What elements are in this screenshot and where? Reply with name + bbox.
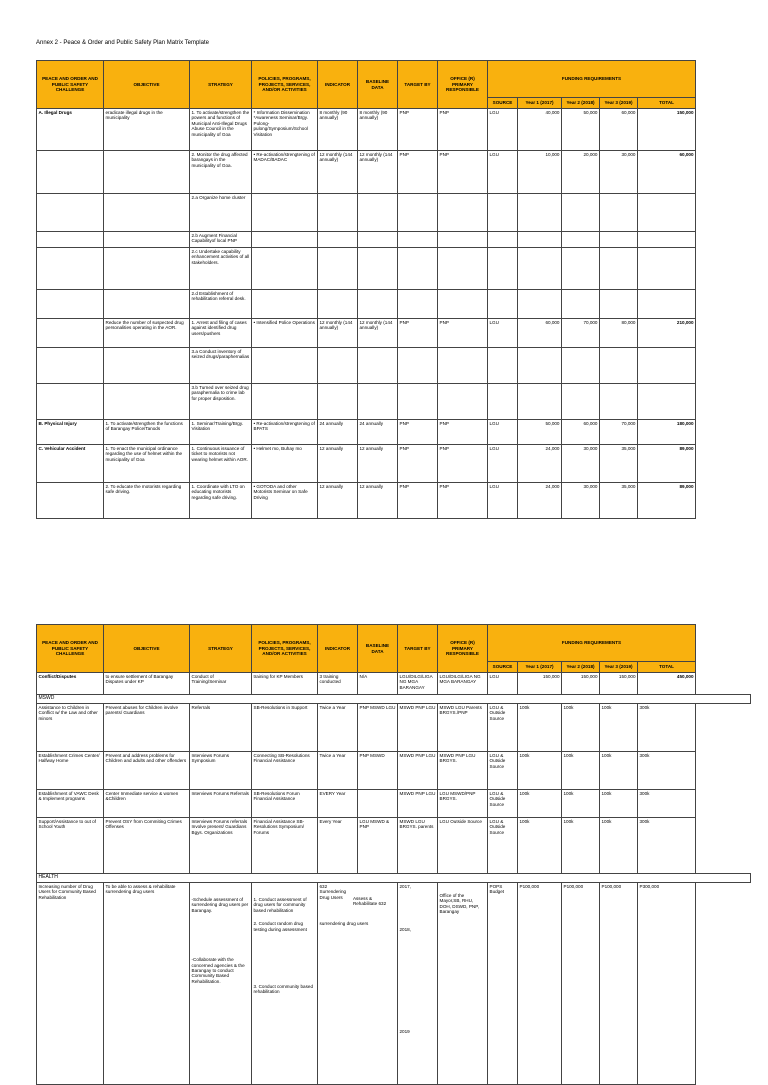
- strategy-cell: [190, 883, 252, 1085]
- source-cell: LGU & Outside Source: [488, 752, 518, 790]
- ppa-text: 3. Conduct community based rehabilitation: [253, 984, 313, 995]
- target-cell: PNP: [398, 319, 438, 348]
- year2-cell: 70,000: [562, 319, 600, 348]
- source-cell: LGU & Outside Source: [488, 790, 518, 818]
- year3-cell: 100k: [600, 790, 638, 818]
- plan-matrix-table-2: [36, 624, 751, 1085]
- objective-cell: Center Immediate service & women &Children: [104, 790, 190, 818]
- strategy-cell: 1. Coordinate with LTO on educating motorists regarding safe driving.: [190, 483, 252, 519]
- year2-cell: 100k: [562, 752, 600, 790]
- year3-cell: 35,000: [600, 483, 638, 519]
- header-challenge: PEACE AND ORDER AND PUBLIC SAFETY CHALLENGE: [37, 625, 104, 673]
- ppa-text: 1. Conduct assessment of drug users for community based rehabilitation: [253, 897, 307, 913]
- year3-cell: 100k: [600, 818, 638, 874]
- indicator-cell: 3 training conducted: [318, 673, 358, 695]
- header-office: OFFICE (R) PRIMARY RESPONSIBLE: [438, 625, 488, 673]
- target-cell: PNP: [398, 483, 438, 519]
- indicator-baseline-cell: [318, 883, 398, 1085]
- table-row: [37, 445, 696, 483]
- table-row: [37, 319, 696, 348]
- target-cell: [398, 883, 438, 1085]
- total-cell: 89,000: [638, 483, 696, 519]
- office-cell: PNP: [438, 319, 488, 348]
- total-cell: 210,000: [638, 319, 696, 348]
- table-row: [37, 420, 696, 445]
- year1-cell: 100k: [518, 818, 562, 874]
- header-funding: FUNDING REQUIREMENTS: [488, 625, 696, 662]
- table-row: [37, 818, 751, 874]
- office-cell: LGU MSWD/PNP BRGYS.: [438, 790, 488, 818]
- office-cell: LGU Outside Source: [438, 818, 488, 874]
- target-cell: MSWD PNP LGU: [398, 790, 438, 818]
- baseline-cell: PNP MSWD LGU: [358, 704, 398, 752]
- baseline-text: Assess & Rehabilitate 632: [352, 896, 387, 907]
- header-indicator: INDICATOR: [318, 61, 358, 109]
- year1-cell: P100,000: [518, 883, 562, 1085]
- strategy-cell: 2.b Augment Financial Capabilityof local PNP: [190, 232, 252, 248]
- total-cell: 60,000: [638, 151, 696, 194]
- strategy-cell: Interviews Forums Symposium: [190, 752, 252, 790]
- plan-matrix-table-1: [36, 60, 696, 519]
- table-row: [37, 673, 751, 695]
- year2-cell: 30,000: [562, 483, 600, 519]
- section-row: [37, 695, 751, 704]
- section-label-mswd: MSWD: [37, 695, 751, 704]
- year3-cell: 35,000: [600, 445, 638, 483]
- baseline-cell: N/A: [358, 673, 398, 695]
- baseline-cell: 12 monthly (144 annually): [358, 151, 398, 194]
- challenge-cell: Support/Assistance to out of School Youth: [37, 818, 104, 874]
- target-cell: MSWD LGU BRGYS. parents: [398, 818, 438, 874]
- total-cell: P300,000: [638, 883, 696, 1085]
- header-strategy: STRATEGY: [190, 61, 252, 109]
- challenge-cell: B. Physical Injury: [37, 420, 104, 445]
- objective-cell: to ensure settlement of Barangay Disputes under KP: [104, 673, 190, 695]
- section-row: [37, 874, 751, 883]
- baseline-text: surrendering drug users: [319, 920, 369, 926]
- office-cell: MSWD LGU Parents BRGYS./PNP: [438, 704, 488, 752]
- ppa-cell: SB-Resolutions Forum Financial Assistance: [252, 790, 318, 818]
- header-baseline: BASELINE DATA: [358, 61, 398, 109]
- challenge-cell: A. Illegal Drugs: [37, 109, 104, 151]
- challenge-cell: Increasing number of Drug Users for Community Based Rehabilitation: [37, 883, 104, 1085]
- header-source: SOURCE: [488, 662, 518, 673]
- header-target: TARGET BY: [398, 61, 438, 109]
- table-row: [37, 348, 696, 384]
- year3-cell: 70,000: [600, 420, 638, 445]
- target-text: 2017,: [399, 884, 411, 889]
- header-total: TOTAL: [638, 662, 696, 673]
- ppa-cell: SB-Resolutions in Support: [252, 704, 318, 752]
- header-total: TOTAL: [638, 98, 696, 109]
- indicator-cell: EVERY Year: [318, 790, 358, 818]
- header-ppas: POLICIES, PROGRAMS, PROJECTS, SERVICES, AND/OR ACTIVITIES: [252, 625, 318, 673]
- year3-cell: P100,000: [600, 883, 638, 1085]
- challenge-cell: Assistance to Children in Conflict w/ the Law and other minors: [37, 704, 104, 752]
- table-row: [37, 194, 696, 232]
- header-challenge: PEACE AND ORDER AND PUBLIC SAFETY CHALLENGE: [37, 61, 104, 109]
- ppa-cell: • Re-activation/strengtening of BPATS: [252, 420, 318, 445]
- baseline-cell: 12 monthly (144 annually): [358, 319, 398, 348]
- challenge-cell: Establishment of VAWC Desk & Implement programs: [37, 790, 104, 818]
- year1-cell: 24,000: [518, 445, 562, 483]
- source-cell: LGU & Outside Source: [488, 704, 518, 752]
- source-cell: LGU: [488, 445, 518, 483]
- table-row: [37, 483, 696, 519]
- target-text: 2018,: [399, 927, 411, 933]
- indicator-cell: 12 monthly (144 annually): [318, 151, 358, 194]
- year3-cell: 30,000: [600, 151, 638, 194]
- header-target: TARGET BY: [398, 625, 438, 673]
- office-cell: PNP: [438, 109, 488, 151]
- target-cell: MSWD PNP LGU: [398, 704, 438, 752]
- objective-cell: Reduce the number of suspected drug personalities operating in the AOR.: [104, 319, 190, 348]
- objective-cell: eradicate illegal drugs in the municipality: [104, 109, 190, 151]
- header-office: OFFICE (R) PRIMARY RESPONSIBLE: [438, 61, 488, 109]
- document-title: Annex 2 - Peace & Order and Public Safety Plan Matrix Template: [36, 40, 209, 46]
- year1-cell: 60,000: [518, 319, 562, 348]
- ppa-cell: • GOTODA and other Motorists Seminar on Safe Driving: [252, 483, 318, 519]
- indicator-cell: 12 monthly (144 annually): [318, 319, 358, 348]
- header-baseline: BASELINE DATA: [358, 625, 398, 673]
- source-cell: LGU & Outside Source: [488, 818, 518, 874]
- total-cell: 300k: [638, 790, 696, 818]
- office-cell: PNP: [438, 151, 488, 194]
- ppa-cell: [252, 883, 318, 1085]
- header-funding: FUNDING REQUIREMENTS: [488, 61, 696, 98]
- strategy-cell: 3.a Conduct inventory of seized drugs/paraphernalias: [190, 348, 252, 384]
- year1-cell: 24,000: [518, 483, 562, 519]
- total-cell: 450,000: [638, 673, 696, 695]
- target-cell: PNP: [398, 151, 438, 194]
- section-label-health: HEALTH: [37, 874, 751, 883]
- year2-cell: 100k: [562, 704, 600, 752]
- year3-cell: 60,000: [600, 109, 638, 151]
- target-cell: PNP: [398, 445, 438, 483]
- source-cell: LGU: [488, 483, 518, 519]
- year1-cell: 40,000: [518, 109, 562, 151]
- baseline-cell: 12 annually: [358, 483, 398, 519]
- strategy-cell: 2.a Organize home cluster: [190, 194, 252, 232]
- office-cell: Office of the Mayor,SB, RHU, DOH, DSWD, PNP, Barangay: [438, 883, 488, 1085]
- objective-cell: 1. To activate/strengthen the functions of Barangay Police/Tanods: [104, 420, 190, 445]
- strategy-cell: 1. Seminar/Training/Brgy. Visitation: [190, 420, 252, 445]
- office-cell: PNP: [438, 445, 488, 483]
- source-cell: POPS Budget: [488, 883, 518, 1085]
- indicator-cell: 12 annually: [318, 483, 358, 519]
- year2-cell: 60,000: [562, 420, 600, 445]
- table-header-row: [37, 61, 696, 98]
- ppa-cell: training for KP Members: [252, 673, 318, 695]
- year2-cell: 30,000: [562, 445, 600, 483]
- objective-cell: To be able to assess & rehabilitate surrendering drug users: [104, 883, 190, 1085]
- indicator-cell: Twice a Year: [318, 704, 358, 752]
- year1-cell: 100k: [518, 790, 562, 818]
- table-row: [37, 883, 751, 1085]
- objective-cell: Prevent and address problems for Children and adults and other offenders: [104, 752, 190, 790]
- strategy-cell: 2.c Undertake capability enhancement activities of all stakeholders.: [190, 248, 252, 290]
- year1-cell: 10,000: [518, 151, 562, 194]
- header-year1: Year 1 (2017): [518, 98, 562, 109]
- office-cell: PNP: [438, 420, 488, 445]
- target-text: 2019: [399, 1028, 410, 1034]
- target-cell: MSWD PNP LGU: [398, 752, 438, 790]
- year3-cell: 150,000: [600, 673, 638, 695]
- office-cell: PNP: [438, 483, 488, 519]
- total-cell: 180,000: [638, 420, 696, 445]
- year3-cell: 80,000: [600, 319, 638, 348]
- objective-cell: 1. To enact the municipal ordinance regarding the use of helmet within the municipality of Goa: [104, 445, 190, 483]
- year1-cell: 100k: [518, 704, 562, 752]
- header-objective: OBJECTIVE: [104, 61, 190, 109]
- target-cell: PNP: [398, 109, 438, 151]
- strategy-cell: Conduct of Training/Seminar: [190, 673, 252, 695]
- indicator-text: 632 Surrendering Drug Users: [319, 884, 347, 900]
- total-cell: 300k: [638, 704, 696, 752]
- ppa-cell: • Re-activation/strengtening of MADAC/BADAC: [252, 151, 318, 194]
- indicator-cell: 24 annually: [318, 420, 358, 445]
- header-year1: Year 1 (2017): [518, 662, 562, 673]
- source-cell: LGU: [488, 319, 518, 348]
- target-cell: PNP: [398, 420, 438, 445]
- ppa-cell: • Helmet mo, Buhay mo: [252, 445, 318, 483]
- office-cell: MSWD PNP LGU BRGYS.: [438, 752, 488, 790]
- baseline-cell: LGU MSWD & PNP: [358, 818, 398, 874]
- indicator-cell: 8 monthly (90 annually): [318, 109, 358, 151]
- ppa-cell: Financial Assistance SB-Resolutions Symposium/ Forums: [252, 818, 318, 874]
- year2-cell: P100,000: [562, 883, 600, 1085]
- year2-cell: 100k: [562, 790, 600, 818]
- challenge-cell: Conflict/Disputes: [37, 673, 104, 695]
- ppa-cell: Connecting SB-Resolutions Financial Assistance: [252, 752, 318, 790]
- source-cell: LGU: [488, 109, 518, 151]
- year2-cell: 50,000: [562, 109, 600, 151]
- header-year2: Year 2 (2018): [562, 98, 600, 109]
- header-year3: Year 3 (2019): [600, 98, 638, 109]
- table-row: [37, 752, 751, 790]
- table-row: [37, 151, 696, 194]
- year1-cell: 100k: [518, 752, 562, 790]
- total-cell: 300k: [638, 752, 696, 790]
- source-cell: LGU: [488, 673, 518, 695]
- strategy-cell: 3.b Turned over seized drug paraphernalia to crime lab for proper disposition.: [190, 384, 252, 420]
- table-row: [37, 109, 696, 151]
- strategy-cell: Interviews Forums referrals Involve present/ Guardians Bgys. Organizations: [190, 818, 252, 874]
- baseline-cell: 24 annually: [358, 420, 398, 445]
- indicator-cell: Every Year: [318, 818, 358, 874]
- indicator-cell: Twice a Year: [318, 752, 358, 790]
- year3-cell: 100k: [600, 704, 638, 752]
- indicator-cell: 12 annually: [318, 445, 358, 483]
- year1-cell: 150,000: [518, 673, 562, 695]
- strategy-cell: 1. Arrest and filing of cases against identified drug users/pushers: [190, 319, 252, 348]
- baseline-cell: [358, 790, 398, 818]
- table-row: [37, 790, 751, 818]
- header-year3: Year 3 (2019): [600, 662, 638, 673]
- objective-cell: Prevent OSY from Commiting Crimes Offenses: [104, 818, 190, 874]
- objective-cell: 2. To educate the motorists regarding safe driving.: [104, 483, 190, 519]
- table-row: [37, 384, 696, 420]
- source-cell: LGU: [488, 151, 518, 194]
- header-year2: Year 2 (2018): [562, 662, 600, 673]
- header-source: SOURCE: [488, 98, 518, 109]
- year2-cell: 100k: [562, 818, 600, 874]
- strategy-text: -Collaborate with the concerned agencies & the Barangay to conduct Community Based Rehabilitation.: [191, 957, 245, 984]
- table-row: [37, 704, 751, 752]
- strategy-text: -Schedule assessment of surrendering drug users per Barangay.: [191, 897, 249, 913]
- ppa-text: 2. Conduct random drug testing during assessment: [253, 921, 307, 932]
- baseline-cell: 8 monthly (90 annually): [358, 109, 398, 151]
- header-indicator: INDICATOR: [318, 625, 358, 673]
- year2-cell: 150,000: [562, 673, 600, 695]
- table-row: [37, 248, 696, 290]
- strategy-cell: 1. Continuous issuance of ticket to motorists not wearing helmet within AOR.: [190, 445, 252, 483]
- objective-cell: Prevent abuses for Children involve parents/ Guardians: [104, 704, 190, 752]
- ppa-cell: • Intensified Police Operations: [252, 319, 318, 348]
- target-cell: LGU/DILG/LIGA NG MGA BARANGAY: [398, 673, 438, 695]
- ppa-cell: * Information Dissemination *Awareness Seminar/Brgy. Pulong-pulong/Symposium/School Visitation: [252, 109, 318, 151]
- strategy-cell: 2.d Establishment of rehabilitation referral desk.: [190, 290, 252, 319]
- header-ppas: POLICIES, PROGRAMS, PROJECTS, SERVICES, AND/OR ACTIVITIES: [252, 61, 318, 109]
- baseline-cell: 12 annually: [358, 445, 398, 483]
- strategy-cell: Interviews Forums Referrals: [190, 790, 252, 818]
- total-cell: 89,000: [638, 445, 696, 483]
- header-strategy: STRATEGY: [190, 625, 252, 673]
- challenge-cell: C. Vehicular Accident: [37, 445, 104, 483]
- strategy-cell: 1. To activate/strengthen the powers and functions of Municipal Anti-Illegal Drugs Abuse Council in the municipality of Goa: [190, 109, 252, 151]
- table-header-row: [37, 625, 751, 662]
- office-cell: LGU/DILG/LIGA NG MGA BARANGAY: [438, 673, 488, 695]
- table-row: [37, 232, 696, 248]
- total-cell: 150,000: [638, 109, 696, 151]
- challenge-cell: Establishment Crimes Center/ Halfway Home: [37, 752, 104, 790]
- baseline-cell: PNP MSWD: [358, 752, 398, 790]
- year1-cell: 50,000: [518, 420, 562, 445]
- total-cell: 300k: [638, 818, 696, 874]
- year2-cell: 20,000: [562, 151, 600, 194]
- header-objective: OBJECTIVE: [104, 625, 190, 673]
- year3-cell: 100k: [600, 752, 638, 790]
- table-row: [37, 290, 696, 319]
- strategy-cell: 2. Monitor the drug affected barangays in the municipality of Goa.: [190, 151, 252, 194]
- strategy-cell: Referrals: [190, 704, 252, 752]
- source-cell: LGU: [488, 420, 518, 445]
